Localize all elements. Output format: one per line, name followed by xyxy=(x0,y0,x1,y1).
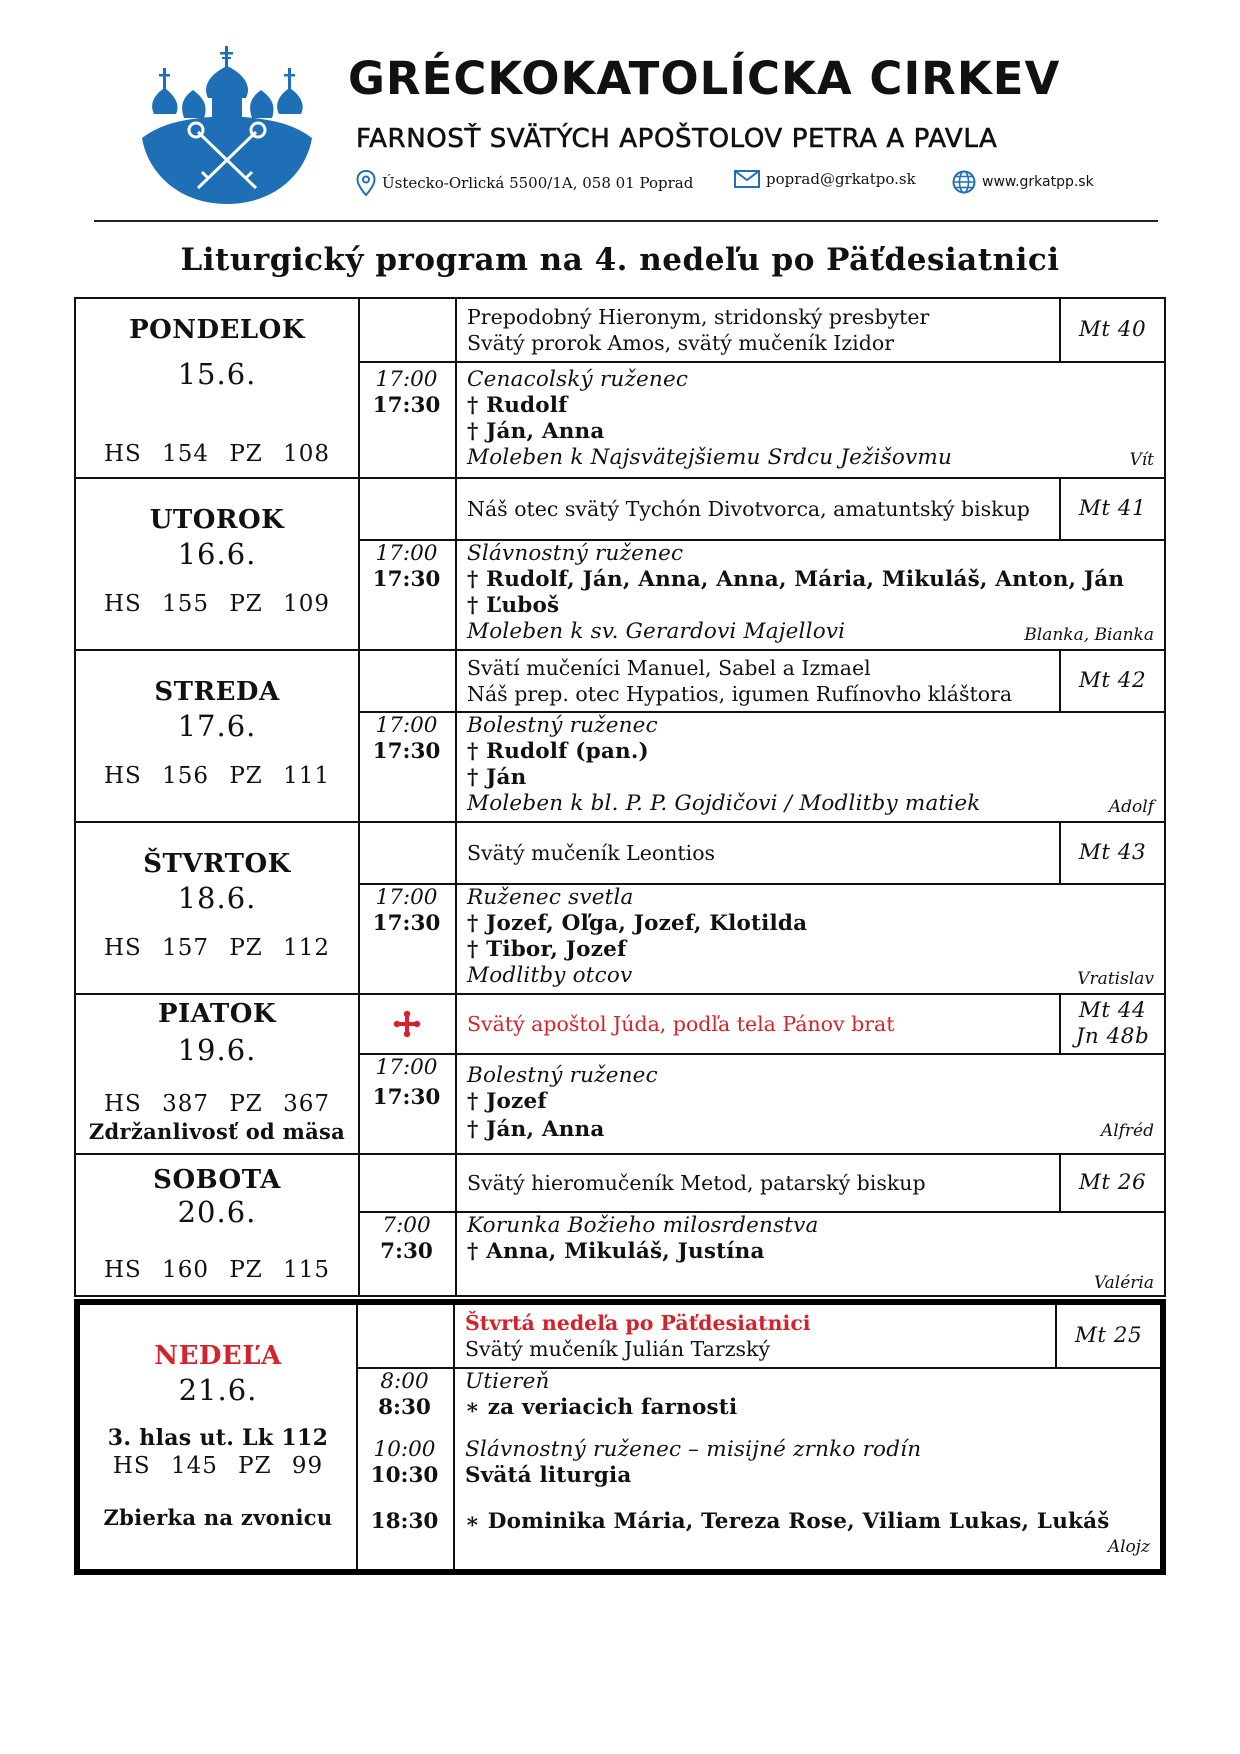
program-heading: Liturgický program na 4. nedeľu po Päťdesiatnici xyxy=(180,242,1060,278)
service-line: † Jozef xyxy=(467,1089,547,1114)
feast-line: Náš otec svätý Tychón Divotvorca, amatuntský biskup xyxy=(467,497,1030,521)
service-time: 17:30 xyxy=(372,911,441,936)
red-cross-icon xyxy=(392,1009,422,1039)
service-line: † Ján xyxy=(467,765,527,790)
services-row xyxy=(358,541,1164,649)
day-row-monday xyxy=(74,297,1166,479)
service-time: 7:00 xyxy=(382,1213,431,1238)
service-time: 18:30 xyxy=(370,1509,439,1534)
service-line: Slávnostný ruženec – misijné zrnko rodín xyxy=(465,1437,922,1462)
gospel-ref xyxy=(1059,299,1164,361)
day-cell xyxy=(76,823,360,993)
service-line: † Jozef, Oľga, Jozef, Klotilda xyxy=(467,911,808,936)
service-line: † Rudolf (pan.) xyxy=(467,739,649,764)
feast-time-cell xyxy=(358,823,457,883)
service-time: 17:30 xyxy=(372,1085,441,1110)
feast-row xyxy=(358,651,1164,713)
nameday: Alfréd xyxy=(1100,1121,1154,1141)
schedule-table xyxy=(74,297,1166,1575)
day-date: 17.6. xyxy=(177,709,257,743)
day-cell xyxy=(80,1305,358,1569)
time-column xyxy=(356,1369,455,1569)
gospel-line: Mt 44 xyxy=(1078,998,1147,1023)
address-text: Ústecko-Orlická 5500/1A, 058 01 Poprad xyxy=(382,174,694,192)
service-line: Bolestný ruženec xyxy=(467,713,658,738)
feast-text xyxy=(467,995,1060,1053)
feast-line: Prepodobný Hieronym, stridonský presbyter xyxy=(467,305,930,329)
day-date: 15.6. xyxy=(177,357,257,391)
time-column xyxy=(358,363,457,477)
email-link[interactable]: poprad@grkatpo.sk xyxy=(766,170,916,188)
feast-line: Svätý apoštol Júda, podľa tela Pánov brat xyxy=(467,1012,895,1036)
nameday: Vratislav xyxy=(1077,969,1154,989)
nameday: Vít xyxy=(1129,450,1154,470)
hymnal-ref: HS 155 PZ 109 xyxy=(103,591,330,617)
day-name: NEDEĽA xyxy=(154,1341,282,1371)
services-row xyxy=(358,885,1164,993)
gospel-line: Mt 43 xyxy=(1078,840,1147,865)
service-line: Bolestný ruženec xyxy=(467,1063,658,1088)
gospel-line: Jn 48b xyxy=(1075,1024,1150,1049)
day-row-wednesday xyxy=(74,651,1166,823)
hymnal-ref: HS 156 PZ 111 xyxy=(103,763,330,789)
day-name: SOBOTA xyxy=(153,1165,281,1195)
service-time: 7:30 xyxy=(380,1239,433,1264)
feast-row xyxy=(358,479,1164,541)
service-line: Modlitby otcov xyxy=(467,963,633,988)
email-contact[interactable] xyxy=(734,170,916,188)
feast-line: Svätý hieromučeník Metod, patarský biskup xyxy=(467,1171,926,1195)
service-line: Ruženec svetla xyxy=(467,885,634,910)
time-column xyxy=(358,1213,457,1295)
location-pin-icon xyxy=(356,170,376,196)
day-name: UTOROK xyxy=(149,505,285,535)
day-date: 16.6. xyxy=(177,537,257,571)
church-logo xyxy=(138,46,316,206)
gospel-ref xyxy=(1059,479,1164,539)
service-line: ∗ za veriacich farnosti xyxy=(465,1395,738,1420)
gospel-line: Mt 42 xyxy=(1078,668,1147,693)
service-line: Cenacolský ruženec xyxy=(467,367,689,392)
header-divider xyxy=(94,220,1158,222)
feast-time-cell xyxy=(358,479,457,539)
service-line: Svätá liturgia xyxy=(465,1463,632,1488)
service-line: † Anna, Mikuláš, Justína xyxy=(467,1239,765,1264)
web-contact[interactable] xyxy=(952,170,1094,194)
gospel-line: Mt 26 xyxy=(1078,1170,1147,1195)
day-cell xyxy=(76,479,360,649)
feast-text xyxy=(467,651,1060,711)
hymnal-ref: HS 154 PZ 108 xyxy=(103,441,330,467)
feast-text xyxy=(467,299,1060,361)
services-row xyxy=(358,1055,1164,1153)
parish-subtitle: FARNOSŤ SVÄTÝCH APOŠTOLOV PETRA A PAVLA xyxy=(356,124,998,154)
hymnal-ref: HS 145 PZ 99 xyxy=(112,1453,324,1479)
services-row xyxy=(356,1369,1160,1569)
feast-text xyxy=(465,1305,1056,1367)
envelope-icon xyxy=(734,170,760,188)
feast-row xyxy=(356,1305,1160,1369)
gospel-line: Mt 25 xyxy=(1074,1323,1143,1348)
day-date: 20.6. xyxy=(177,1195,257,1229)
hymnal-ref: HS 387 PZ 367 xyxy=(103,1091,330,1117)
service-time: 17:30 xyxy=(372,393,441,418)
day-row-saturday xyxy=(74,1155,1166,1297)
service-time: 17:00 xyxy=(375,1055,438,1080)
day-name: PIATOK xyxy=(157,999,277,1029)
feast-text xyxy=(467,823,1060,883)
address-contact xyxy=(356,170,693,196)
church-title: GRÉCKOKATOLÍCKA CIRKEV xyxy=(348,52,1061,105)
day-date: 18.6. xyxy=(177,881,257,915)
gospel-ref xyxy=(1059,651,1164,711)
service-line: ∗ Dominika Mária, Tereza Rose, Viliam Lukas, Lukáš xyxy=(465,1509,1110,1534)
service-time: 17:30 xyxy=(372,567,441,592)
nameday: Valéria xyxy=(1093,1273,1154,1293)
feast-row xyxy=(358,823,1164,885)
service-line: Moleben k sv. Gerardovi Majellovi xyxy=(467,619,846,644)
hymnal-ref: HS 157 PZ 112 xyxy=(103,935,330,961)
services-row xyxy=(358,713,1164,821)
day-row-friday xyxy=(74,995,1166,1155)
feast-time-cell xyxy=(358,995,457,1053)
service-line: Utiereň xyxy=(465,1369,550,1394)
gospel-ref xyxy=(1059,1155,1164,1211)
service-time: 8:30 xyxy=(378,1395,431,1420)
day-cell xyxy=(76,995,360,1153)
service-line: † Ján, Anna xyxy=(467,419,605,444)
fasting-note: Zdržanlivosť od mäsa xyxy=(88,1119,346,1144)
feast-row xyxy=(358,1155,1164,1213)
service-line: † Rudolf xyxy=(467,393,568,418)
day-row-thursday xyxy=(74,823,1166,995)
hymnal-ref: HS 160 PZ 115 xyxy=(103,1257,330,1283)
gospel-ref xyxy=(1055,1305,1160,1367)
services-row xyxy=(358,363,1164,477)
day-cell xyxy=(76,1155,360,1295)
service-line: † Ľuboš xyxy=(467,593,560,618)
service-line: † Rudolf, Ján, Anna, Anna, Mária, Mikuláš, Anton, Ján xyxy=(467,567,1125,592)
feast-row xyxy=(358,299,1164,363)
service-line: Moleben k bl. P. P. Gojdičovi / Modlitby matiek xyxy=(467,791,981,816)
feast-line: Svätí mučeníci Manuel, Sabel a Izmael xyxy=(467,656,871,680)
day-cell xyxy=(76,651,360,821)
day-name: ŠTVRTOK xyxy=(143,849,291,879)
web-link[interactable]: www.grkatpp.sk xyxy=(982,174,1094,190)
day-name: STREDA xyxy=(154,677,280,707)
feast-line: Svätý mučeník Leontios xyxy=(467,841,716,865)
time-column xyxy=(358,885,457,993)
feast-text xyxy=(467,479,1060,539)
tone-reading: 3. hlas ut. Lk 112 xyxy=(107,1425,329,1451)
day-cell xyxy=(76,299,360,477)
time-column xyxy=(358,541,457,649)
service-time: 17:00 xyxy=(375,885,438,910)
service-time: 8:00 xyxy=(380,1369,429,1394)
service-time: 17:30 xyxy=(372,739,441,764)
feast-time-cell xyxy=(356,1305,455,1367)
gospel-line: Mt 41 xyxy=(1078,496,1147,521)
feast-line: Svätý mučeník Julián Tarzský xyxy=(465,1337,771,1361)
nameday: Adolf xyxy=(1108,797,1154,817)
day-name: PONDELOK xyxy=(129,315,305,345)
day-date: 19.6. xyxy=(177,1033,257,1067)
day-row-tuesday xyxy=(74,479,1166,651)
day-date: 21.6. xyxy=(178,1373,258,1407)
service-time: 10:00 xyxy=(373,1437,436,1462)
feast-row xyxy=(358,995,1164,1055)
feast-line: Náš prep. otec Hypatios, igumen Rufínovho kláštora xyxy=(467,682,1013,706)
feast-line: Štvrtá nedeľa po Päťdesiatnici xyxy=(465,1311,811,1335)
service-line: † Tibor, Jozef xyxy=(467,937,627,962)
service-line: † Ján, Anna xyxy=(467,1117,605,1142)
service-line: Moleben k Najsvätejšiemu Srdcu Ježišovmu xyxy=(467,445,953,470)
collection-note: Zbierka na zvonicu xyxy=(103,1505,333,1530)
gospel-line: Mt 40 xyxy=(1078,317,1147,342)
services-row xyxy=(358,1213,1164,1295)
service-time: 17:00 xyxy=(375,713,438,738)
time-column xyxy=(358,713,457,821)
feast-line: Svätý prorok Amos, svätý mučeník Izidor xyxy=(467,331,894,355)
feast-text xyxy=(467,1155,1060,1211)
feast-time-cell xyxy=(358,299,457,361)
service-time: 17:00 xyxy=(375,541,438,566)
service-time: 10:30 xyxy=(370,1463,439,1488)
service-line: Slávnostný ruženec xyxy=(467,541,684,566)
time-column xyxy=(358,1055,457,1153)
nameday: Blanka, Bianka xyxy=(1024,625,1154,645)
feast-time-cell xyxy=(358,1155,457,1211)
globe-icon xyxy=(952,170,976,194)
service-time: 17:00 xyxy=(375,367,438,392)
gospel-ref xyxy=(1059,995,1164,1053)
service-line: Korunka Božieho milosrdenstva xyxy=(467,1213,819,1238)
feast-time-cell xyxy=(358,651,457,711)
nameday: Alojz xyxy=(1107,1537,1150,1557)
day-row-sunday xyxy=(74,1299,1166,1575)
gospel-ref xyxy=(1059,823,1164,883)
